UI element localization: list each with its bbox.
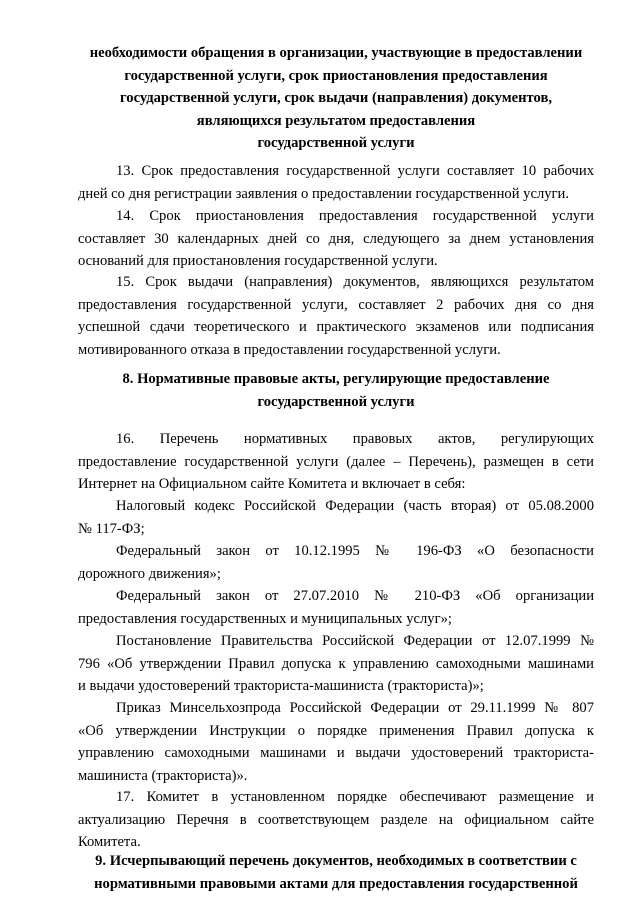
heading-line: государственной услуги, срок приостановления предоставления [124, 67, 548, 84]
text-line: 16. Перечень нормативных правовых актов, регулирующих [116, 431, 594, 447]
text-line: 796 «Об утверждении Правил допуска к управлению самоходными машинами [78, 655, 594, 672]
paragraph-15 [78, 271, 594, 361]
text-line: Постановление Правительства Российской Федерации от 12.07.1999 № [116, 633, 594, 649]
text-line: дней со дня регистрации заявления о предоставлении государственной услуги. [78, 185, 569, 202]
text-line: 17. Комитет в установленном порядке обеспечивают размещение и [116, 789, 594, 805]
paragraph-14 [78, 205, 594, 273]
text-line: Налоговый кодекс Российской Федерации (часть вторая) от 05.08.2000 [116, 498, 594, 514]
text-line: Интернет на Официальном сайте Комитета и включает в себя: [78, 476, 466, 492]
text-line: управлению самоходными машинами и выдачи удостоверений тракториста- [78, 745, 594, 761]
text-line: предоставления государственной услуги, составляет 2 рабочих дня со дня [78, 296, 594, 313]
heading-line: государственной услуги [257, 135, 415, 151]
text-line: предоставление государственной услуги (далее – Перечень), размещен в сети [78, 453, 594, 470]
heading-line: 8. Нормативные правовые акты, регулирующие предоставление [122, 371, 550, 387]
act-ministry-order [78, 697, 594, 787]
paragraph-13 [78, 160, 594, 205]
text-line: актуализацию Перечня в соответствующем разделе на официальном сайте [78, 811, 594, 828]
heading-line: необходимости обращения в организации, участвующие в предоставлении [89, 45, 583, 61]
text-line: машиниста (тракториста)». [78, 767, 248, 784]
text-line: успешной сдачи теоретического и практического экзаменов или подписания [78, 319, 594, 335]
text-line: и выдачи удостоверений тракториста-машиниста (тракториста)»; [78, 678, 484, 694]
heading-line: государственной услуги [257, 393, 415, 410]
text-line: Федеральный закон от 27.07.2010 № 210-ФЗ «Об организации [116, 588, 594, 604]
text-line: Федеральный закон от 10.12.1995 № 196-ФЗ «О безопасности [116, 543, 594, 559]
text-line: 13. Срок предоставления государственной услуги составляет 10 рабочих [116, 163, 594, 179]
text-line: составляет 30 календарных дней со дня, следующего за днем установления [78, 230, 594, 247]
section-9-heading [78, 850, 594, 895]
act-government-resolution [78, 630, 594, 698]
text-line: дорожного движения»; [78, 565, 221, 582]
act-tax-code [78, 495, 594, 540]
text-line: 14. Срок приостановления предоставления государственной услуги [116, 208, 594, 224]
text-line: оснований для приостановления государственной услуги. [78, 253, 438, 269]
text-line: мотивированного отказа в предоставлении государственной услуги. [78, 341, 501, 358]
paragraph-17 [78, 786, 594, 854]
section-7-heading [78, 42, 594, 155]
section-8-heading [78, 368, 594, 413]
paragraph-16 [78, 428, 594, 496]
heading-line: государственной услуги, срок выдачи (направления) документов, [120, 90, 552, 106]
heading-line: 9. Исчерпывающий перечень документов, необходимых в соответствии с [95, 853, 577, 869]
text-line: 15. Срок выдачи (направления) документов, являющихся результатом [116, 274, 594, 290]
text-line: Комитета. [78, 834, 141, 850]
text-line: «Об утверждении Инструкции о порядке применения Правил допуска к [78, 722, 594, 739]
act-210-fz [78, 585, 594, 630]
act-196-fz [78, 540, 594, 585]
text-line: предоставления государственных и муниципальных услуг»; [78, 610, 452, 627]
heading-line: нормативными правовыми актами для предоставления государственной [94, 875, 578, 892]
text-line: № 117-ФЗ; [78, 520, 145, 537]
text-line: Приказ Минсельхозпрода Российской Федерации от 29.11.1999 № 807 [116, 700, 594, 716]
heading-line: являющихся результатом предоставления [196, 112, 476, 129]
